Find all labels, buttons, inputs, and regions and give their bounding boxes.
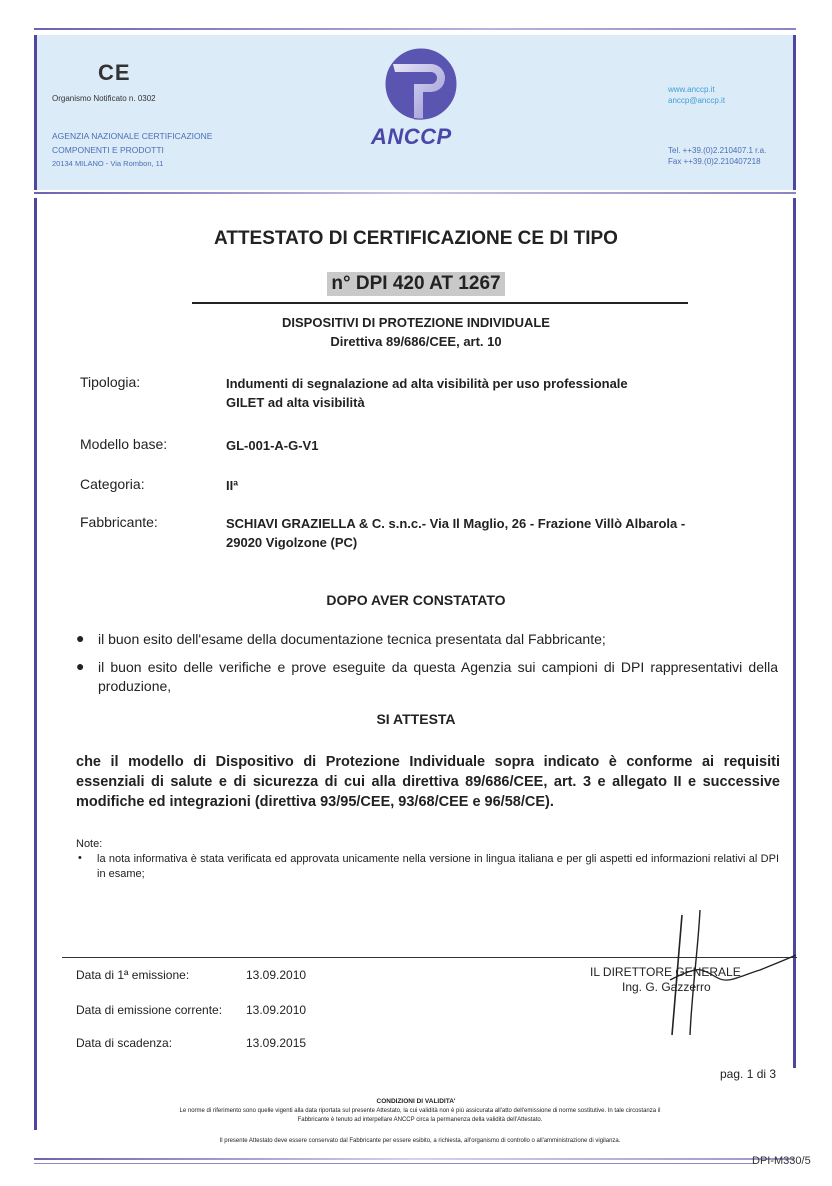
ce-mark-icon: CE xyxy=(98,60,131,85)
signatory-name: Ing. G. Gazzerro xyxy=(622,980,711,994)
field-label-tipologia: Tipologia: xyxy=(80,374,141,390)
field-label-fabbricante: Fabbricante: xyxy=(80,514,158,530)
date-label-first-issue: Data di 1ª emissione: xyxy=(76,968,190,982)
document-title: ATTESTATO DI CERTIFICAZIONE CE DI TIPO xyxy=(214,228,618,249)
field-value-fabbricante-line1: SCHIAVI GRAZIELLA & C. s.n.c.- Via Il Maglio, 26 - Frazione Villò Albarola - xyxy=(226,516,686,531)
note-label: Note: xyxy=(76,838,103,850)
website-link[interactable]: www.anccp.it xyxy=(668,85,715,94)
agency-name-line2: COMPONENTI E PRODOTTI xyxy=(52,145,164,155)
date-label-expiry: Data di scadenza: xyxy=(76,1036,173,1050)
date-value-expiry: 13.09.2015 xyxy=(246,1036,307,1050)
conditions-title: CONDIZIONI DI VALIDITA' xyxy=(376,1098,456,1105)
handwritten-signature-icon xyxy=(600,910,800,1040)
finding-item: il buon esito dell'esame della documentazione tecnica presentata dal Fabbricante; xyxy=(98,631,606,647)
section-dopo-aver-constatato: DOPO AVER CONSTATATO xyxy=(326,592,506,608)
contact-web xyxy=(668,84,725,106)
certificate-number: n° DPI 420 AT 1267 xyxy=(327,272,504,296)
conservation-text: Il presente Attestato deve essere conservato dal Fabbricante per essere esibito, a richiesta, all'organismo di controllo o all'amministrazione di vigilanza. xyxy=(219,1138,621,1144)
fax: Fax ++39.(0)2.210407218 xyxy=(668,157,761,166)
field-value-categoria: IIª xyxy=(226,478,239,493)
signatory-title: IL DIRETTORE GENERALE xyxy=(590,965,741,979)
bullet-icon: ● xyxy=(76,658,85,674)
bullet-icon: • xyxy=(78,852,82,864)
certificate-number-container xyxy=(0,272,832,296)
note-text: la nota informativa è stata verificata ed approvata unicamente nella versione in lingua italiana e per gli aspetti ed informazioni relativi al DPI in esame; xyxy=(97,853,779,880)
contact-phone xyxy=(668,145,766,167)
field-value-fabbricante-line2: 29020 Vigolzone (PC) xyxy=(226,535,358,550)
finding-item: il buon esito delle verifiche e prove eseguite da questa Agenzia sui campioni di DPI rappresentativi della produzione, xyxy=(98,659,778,694)
agency-address: 20134 MILANO - Via Rombon, 11 xyxy=(52,159,164,168)
header-bottom-rule xyxy=(34,192,796,194)
field-value-tipologia-line2: GILET ad alta visibilità xyxy=(226,395,365,410)
date-value-first-issue: 13.09.2010 xyxy=(246,968,307,982)
field-label-modello: Modello base: xyxy=(80,436,168,452)
telephone: Tel. ++39.(0)2.210407.1 r.a. xyxy=(668,146,767,155)
footer-rule xyxy=(34,1158,794,1160)
section-si-attesta: SI ATTESTA xyxy=(376,711,456,727)
subtitle-ppe: DISPOSITIVI DI PROTEZIONE INDIVIDUALE xyxy=(282,315,550,330)
conformity-statement: che il modello di Dispositivo di Protezione Individuale sopra indicato è conforme ai requisiti essenziali di salute e di sicurezza di cui alla direttiva 89/686/CEE, art. 3 e allegato II e successive modifiche ed integrazioni (direttiva 93/95/CEE, 93/68/CEE e 96/58/CE). xyxy=(76,754,780,810)
date-label-current-issue: Data di emissione corrente: xyxy=(76,1003,223,1017)
bullet-icon: ● xyxy=(76,630,85,646)
footer-rule-secondary xyxy=(34,1163,754,1164)
agency-name-line1: AGENZIA NAZIONALE CERTIFICAZIONE xyxy=(52,131,213,141)
form-code: DPI-M330/5 xyxy=(752,1155,811,1167)
header-top-rule xyxy=(34,28,796,30)
date-value-current-issue: 13.09.2010 xyxy=(246,1003,307,1017)
field-label-categoria: Categoria: xyxy=(80,476,145,492)
email-link[interactable]: anccp@anccp.it xyxy=(668,96,726,105)
conditions-text: Le norme di riferimento sono quelle vigenti alla data riportata sul presente Attestato, la cui validità non è più assicurata all'atto dell'emissione di norme sostitutive. In tale circostanza il Fabbricante è tenuto ad interpellare ANCCP circa la permanenza della validità dell'Attestato. xyxy=(179,1108,661,1123)
page-number: pag. 1 di 3 xyxy=(720,1067,777,1081)
anccp-logo-text: ANCCP xyxy=(371,124,452,149)
title-divider xyxy=(192,302,688,304)
field-value-tipologia-line1: Indumenti di segnalazione ad alta visibilità per uso professionale xyxy=(226,376,628,391)
notified-body-number: Organismo Notificato n. 0302 xyxy=(52,94,156,103)
field-value-modello: GL-001-A-G-V1 xyxy=(226,438,319,453)
subtitle-directive: Direttiva 89/686/CEE, art. 10 xyxy=(330,334,502,349)
anccp-logo-icon xyxy=(385,48,457,120)
